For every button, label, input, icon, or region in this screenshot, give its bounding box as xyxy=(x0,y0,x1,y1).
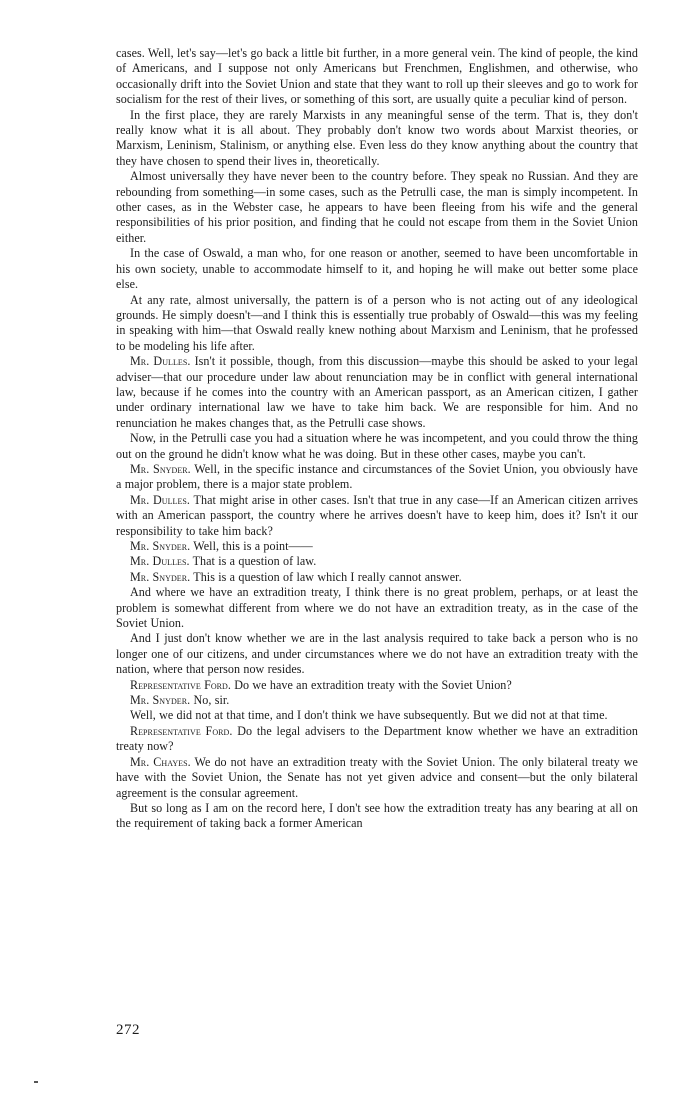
speaker-name: Mr. Dulles. xyxy=(130,554,190,569)
paragraph: Now, in the Petrulli case you had a situation where he was incompetent, and you could throw the thing out on the ground he didn't know what he was doing. But in these other cases, maybe you can't. xyxy=(116,431,638,461)
speaker-name: Mr. Chayes. xyxy=(130,754,191,769)
paragraph: At any rate, almost universally, the pattern is of a person who is not acting out of any ideological grounds. He simply doesn't—and I think this is essentially true probably of Oswald—this was my feeling in speaking with him—that Oswald really knew nothing about Marxism and Leninism, that he professed to be modeling his life after. xyxy=(116,292,638,353)
speaker-name: Mr. Snyder. xyxy=(130,569,191,584)
paragraph: And I just don't know whether we are in the last analysis required to take back a person who is no longer one of our citizens, and under circumstances where we do not have an extradition treaty with the nation, where that person now resides. xyxy=(116,631,638,677)
testimony-paragraph: Mr. Snyder. This is a question of law which I really cannot answer. xyxy=(130,569,462,584)
speaker-name: Representative Ford. xyxy=(130,677,231,692)
speaker-name: Representative Ford. xyxy=(130,723,233,738)
speaker-name: Mr. Snyder. xyxy=(130,693,191,708)
testimony-paragraph: Mr. Dulles. That is a question of law. xyxy=(130,554,317,569)
testimony-paragraph: Mr. Chayes. We do not have an extradition treaty with the Soviet Union. The only bilateral treaty we have with the Soviet Union, the Senate has not yet given advice and consent—but the only bilateral agreement is the consular agreement. xyxy=(116,754,638,800)
paragraph: In the first place, they are rarely Marxists in any meaningful sense of the term. That is, they don't really know what it is all about. They probably don't know two words about Marxist theories, or Marxism, Leninism, Stalinism, or anything else. Even less do they know anything about the country that they have chosen to spend their lives in, theoretically. xyxy=(116,107,638,168)
paragraph: But so long as I am on the record here, I don't see how the extradition treaty has any bearing at all on the requirement of taking back a former American xyxy=(116,800,638,831)
paragraph: Well, we did not at that time, and I don't think we have subsequently. But we did not at that time. xyxy=(130,708,608,723)
paragraph: cases. Well, let's say—let's go back a little bit further, in a more general vein. The kind of people, the kind of Americans, and I suppose not only Americans but Frenchmen, Englishmen, and otherwise, who occasionally drift into the Soviet Union and state that they want to roll up their sleeves and go to work for socialism for the rest of their lives, or something of this sort, are usually quite a peculiar kind of person. xyxy=(116,46,638,107)
testimony-paragraph: Mr. Snyder. Well, this is a point—— xyxy=(130,539,313,553)
speaker-name: Mr. Snyder. xyxy=(130,539,191,553)
testimony-paragraph: Representative Ford. Do we have an extradition treaty with the Soviet Union? xyxy=(130,677,512,692)
speaker-name: Mr. Snyder. xyxy=(130,461,191,476)
speaker-name: Mr. Dulles. xyxy=(130,354,191,369)
scan-speck xyxy=(34,1081,38,1083)
document-body xyxy=(116,46,638,832)
paragraph: Almost universally they have never been to the country before. They speak no Russian. And they are rebounding from something—in some cases, such as the Petrulli case, the man is simply incompetent. In other cases, as in the Webster case, he appears to have been fleeing from his wife and the general responsibilities of his prior position, and finding that he could not escape from them in the Soviet Union either. xyxy=(116,169,638,245)
page-number: 272 xyxy=(116,1022,140,1038)
testimony-paragraph: Representative Ford. Do the legal advisers to the Department know whether we have an extradition treaty now? xyxy=(116,723,639,754)
testimony-paragraph: Mr. Snyder. Well, in the specific instance and circumstances of the Soviet Union, you obviously have a major problem, there is a major state problem. xyxy=(116,461,638,492)
paragraph: In the case of Oswald, a man who, for one reason or another, seemed to have been uncomfortable in his own society, unable to accommodate himself to it, and hoping he will make out better some place else. xyxy=(116,246,638,292)
speaker-name: Mr. Dulles. xyxy=(130,492,190,507)
testimony-paragraph: Mr. Snyder. No, sir. xyxy=(130,693,230,708)
paragraph: And where we have an extradition treaty, I think there is no great problem, perhaps, or at least the problem is somewhat different from where we do not have an extradition treaty, as in the case of the Soviet Union. xyxy=(116,585,638,631)
testimony-paragraph: Mr. Dulles. Isn't it possible, though, from this discussion—maybe this should be asked to your legal adviser—that our procedure under law about renunciation may be in conflict with general international law, because if he comes into the country with an American passport, as an American citizen, I gather under ordinary international law we have to take him back. We are responsible for him. And no renunciation he makes changes that, as the Petrulli case shows. xyxy=(116,354,638,430)
testimony-paragraph: Mr. Dulles. That might arise in other cases. Isn't that true in any case—If an American citizen arrives with an American passport, the country where he arrives doesn't have to keep him, does it? Isn't it our responsibility to take him back? xyxy=(116,492,639,538)
